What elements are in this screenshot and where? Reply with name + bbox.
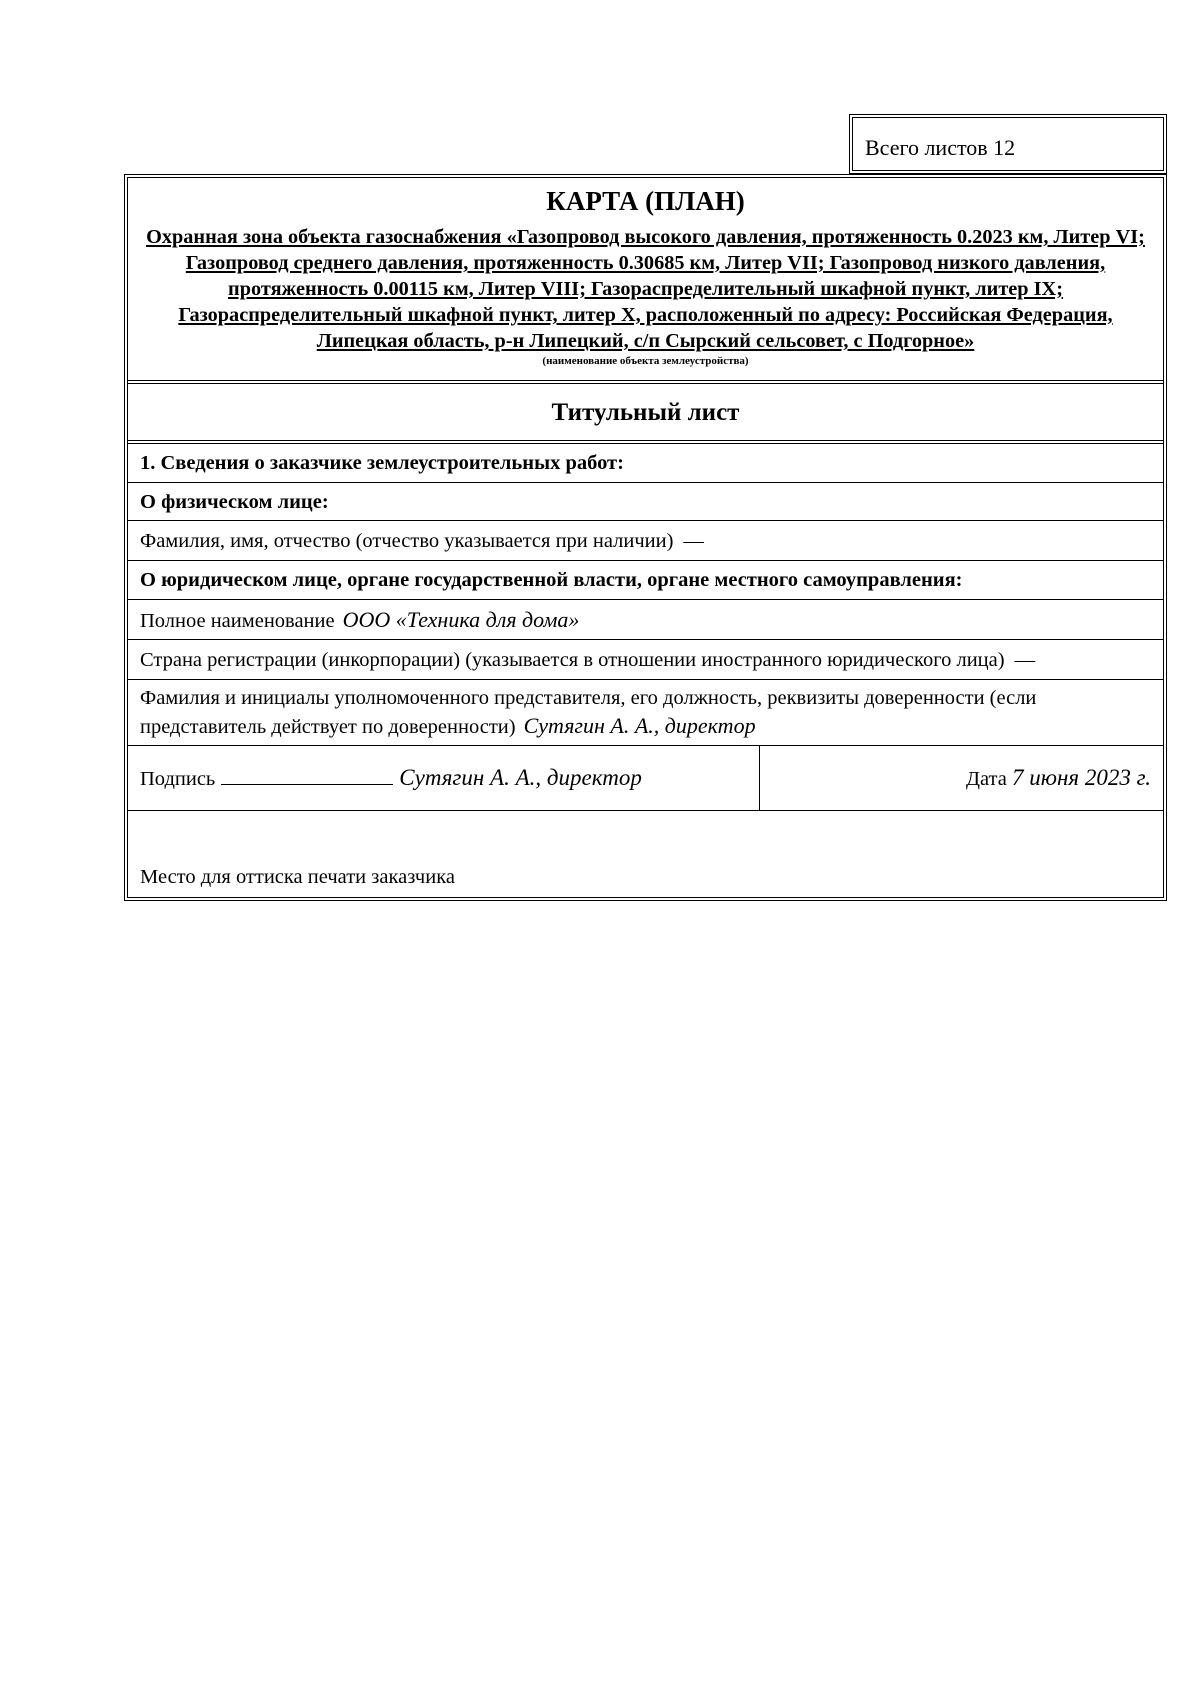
country-value: — <box>1014 649 1036 671</box>
title-sheet-form <box>124 174 1167 901</box>
sheets-total-box <box>849 114 1167 174</box>
date-label: Дата <box>966 768 1007 790</box>
country-label: Страна регистрации (инкорпорации) (указывается в отношении иностранного юридического лица) <box>140 649 1005 671</box>
signature-cell <box>128 746 760 810</box>
representative-row <box>128 680 1163 746</box>
page-subtitle: Титульный лист <box>128 384 1163 444</box>
signature-label: Подпись <box>140 768 216 790</box>
full-name-value: — <box>683 530 704 552</box>
org-name-label: Полное наименование <box>140 610 335 632</box>
org-name-row <box>128 600 1163 640</box>
representative-label: Фамилия и инициалы уполномоченного представителя, его должность, реквизиты доверенности (если представитель действует по доверенности) <box>140 687 1037 738</box>
legal-entity-heading: О юридическом лице, органе государственной власти, органе местного самоуправления: <box>128 561 1163 600</box>
full-name-label: Фамилия, имя, отчество (отчество указывается при наличии) <box>140 530 674 552</box>
date-value: 7 июня 2023 г. <box>1012 765 1151 790</box>
stamp-area <box>128 811 1163 897</box>
signature-date-row <box>128 746 1163 811</box>
document-title: КАРТА (ПЛАН) <box>546 186 745 216</box>
stamp-label: Место для оттиска печати заказчика <box>140 866 455 888</box>
country-row <box>128 640 1163 680</box>
date-cell <box>760 746 1163 810</box>
signature-line <box>221 766 393 785</box>
customer-section-heading: 1. Сведения о заказчике землеустроительных работ: <box>128 444 1163 483</box>
title-section <box>128 178 1163 384</box>
object-name: Охранная зона объекта газоснабжения «Газопровод высокого давления, протяженность 0.2023 км, Литер VI; Газопровод среднего давления, протяженность 0.30685 км, Литер VII; Газопровод низкого давления, протяженность 0.00115 км, Литер VIII; Газораспределительный шкафной пункт, литер IX; Газораспределительный шкафной пункт, литер X, расположенный по адресу: Российская Федерация, Липецкая область, р-н Липецкий, с/п Сырский сельсовет, с Подгорное» <box>146 226 1145 352</box>
full-name-row <box>128 521 1163 561</box>
object-name-caption: (наименование объекта землеустройства) <box>542 355 749 367</box>
signature-value: Сутягин А. А., директор <box>399 765 642 790</box>
sheets-total: Всего листов 12 <box>865 135 1016 160</box>
representative-value: Сутягин А. А., директор <box>523 713 756 738</box>
org-name-value: ООО «Техника для дома» <box>342 607 580 632</box>
individual-heading: О физическом лице: <box>128 483 1163 521</box>
